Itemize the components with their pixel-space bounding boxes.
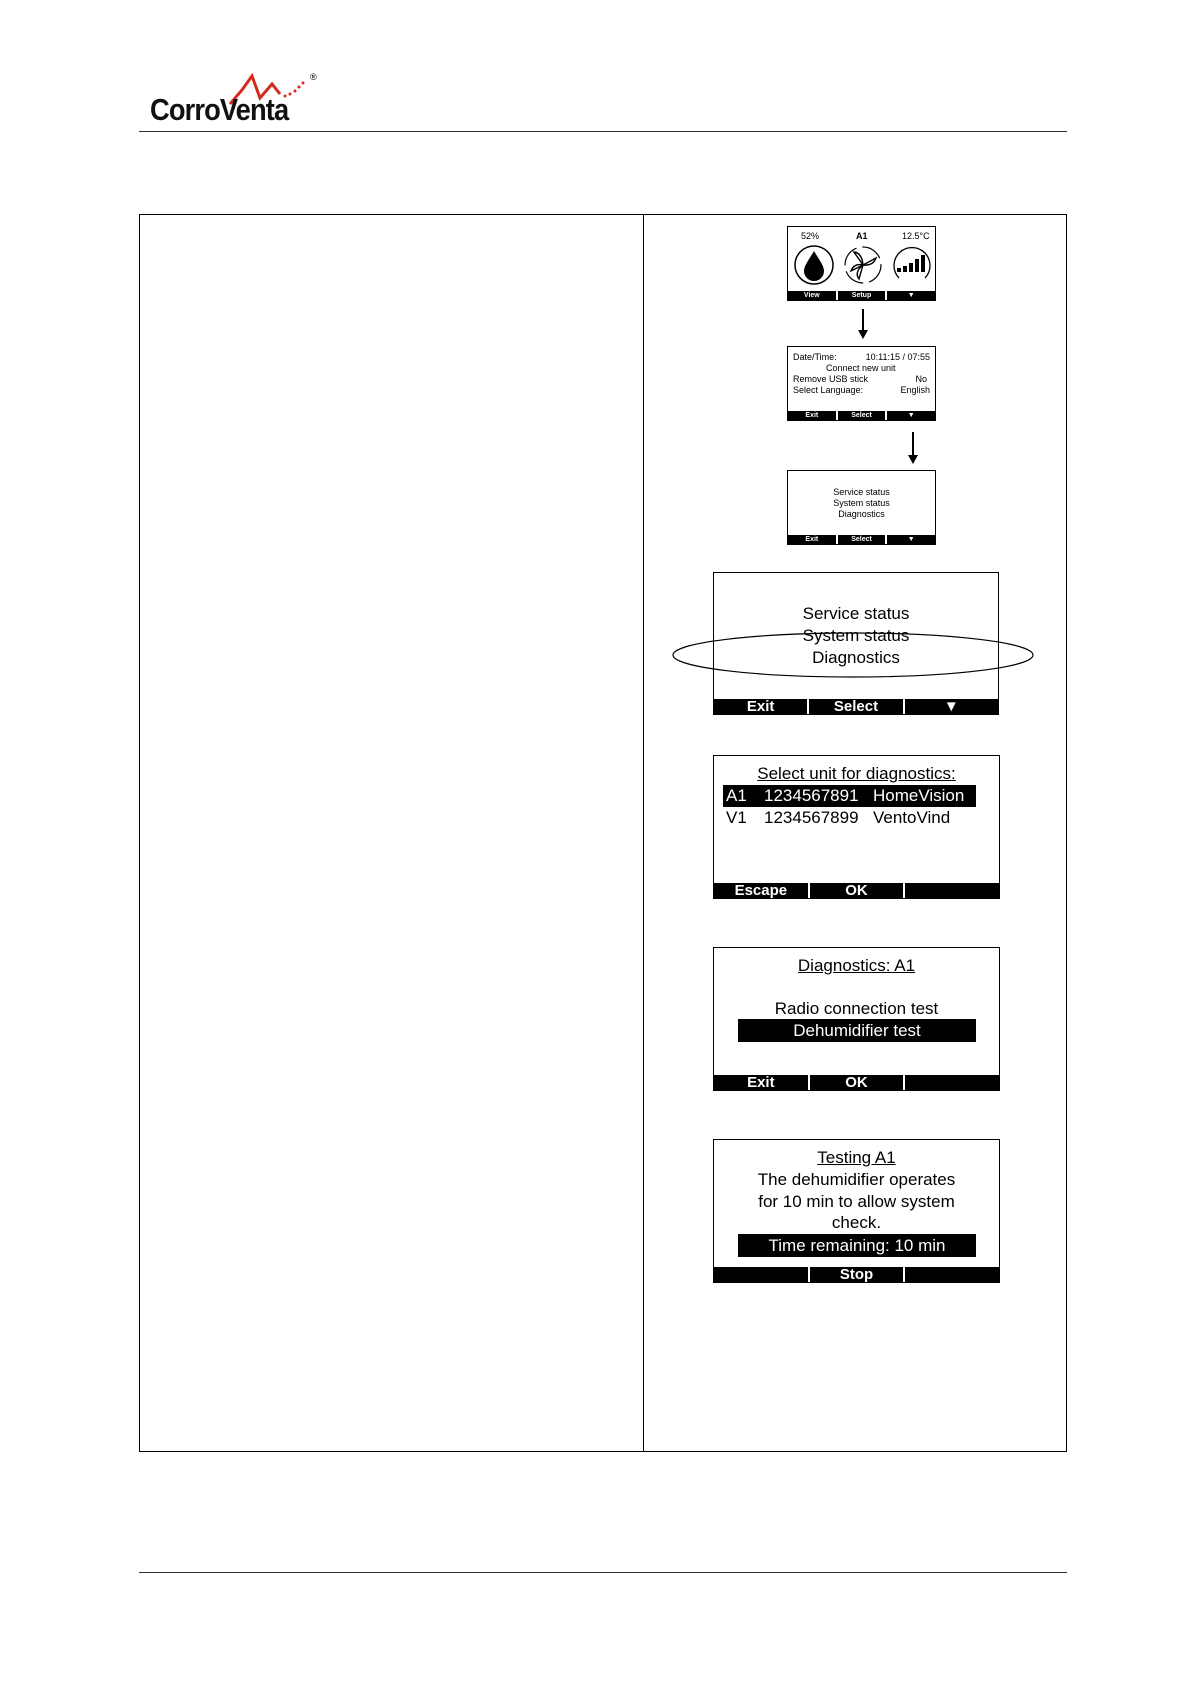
select-unit-title: Select unit for diagnostics: — [757, 764, 956, 783]
unit-id: A1 — [856, 231, 868, 241]
highlight-ellipse — [670, 630, 1036, 680]
menu-item: System status — [833, 498, 890, 508]
unit-serial: 1234567899 — [764, 808, 859, 827]
lcd-diagnostics — [713, 947, 1000, 1091]
header-rule — [139, 131, 1067, 132]
time-remaining: Time remaining: 10 min — [738, 1234, 976, 1257]
setup-row-value: 10:11:15 / 07:55 — [865, 352, 930, 362]
unit-row-selected[interactable] — [723, 785, 976, 807]
softkey-bar — [788, 411, 935, 420]
footer-rule — [139, 1572, 1067, 1573]
testing-message-line: for 10 min to allow system — [758, 1192, 955, 1211]
softkey-bar — [788, 291, 935, 300]
softkey-ok[interactable]: OK — [810, 1075, 906, 1090]
softkey-exit[interactable]: Exit — [714, 1075, 810, 1090]
setup-row-label: Select Language: — [793, 385, 864, 395]
softkey-bar — [788, 535, 935, 544]
menu-item: Service status — [833, 487, 890, 497]
humidity-value: 52% — [801, 231, 820, 241]
softkey-setup[interactable]: Setup — [838, 291, 888, 300]
softkey-ok[interactable]: OK — [810, 883, 906, 898]
setup-row-label: Connect new unit — [826, 363, 896, 373]
unit-id: A1 — [726, 786, 747, 805]
softkey-down[interactable]: ▼ — [907, 536, 915, 543]
menu-item: System status — [802, 626, 910, 645]
softkey-escape[interactable]: Escape — [714, 883, 810, 898]
registered-mark: ® — [310, 72, 317, 82]
menu-item: Service status — [802, 604, 910, 623]
menu-item-diagnostics[interactable]: Diagnostics — [812, 648, 900, 667]
diagnostics-title: Diagnostics: A1 — [797, 956, 916, 975]
humidity-drop-icon — [793, 244, 835, 286]
flow-arrow — [862, 309, 864, 331]
unit-serial: 1234567891 — [764, 786, 859, 805]
softkey-down[interactable]: ▼ — [907, 412, 915, 419]
corroventa-logo — [150, 68, 325, 130]
testing-message-line: check. — [831, 1213, 882, 1232]
softkey-exit[interactable]: Exit — [788, 411, 838, 420]
softkey-empty — [905, 883, 999, 898]
testing-message-line: The dehumidifier operates — [757, 1170, 956, 1189]
lcd-home-screen — [787, 226, 936, 301]
menu-item-radio-test[interactable]: Radio connection test — [774, 999, 939, 1018]
softkey-select[interactable]: Select — [809, 699, 904, 714]
unit-id: V1 — [726, 808, 747, 827]
unit-name: HomeVision — [873, 786, 965, 805]
column-divider — [643, 214, 644, 1452]
setup-row-label: Date/Time: — [793, 352, 837, 362]
softkey-empty — [714, 1267, 810, 1282]
softkey-view[interactable]: View — [788, 291, 838, 300]
softkey-bar — [714, 1267, 999, 1282]
arrow-down-icon — [908, 455, 918, 464]
lcd-service-menu-small — [787, 470, 936, 545]
softkey-empty — [905, 1267, 999, 1282]
fan-icon — [842, 244, 884, 286]
softkey-exit[interactable]: Exit — [714, 699, 809, 714]
softkey-bar — [714, 1075, 999, 1090]
softkey-stop[interactable]: Stop — [810, 1267, 906, 1282]
softkey-bar — [714, 699, 998, 714]
softkey-select[interactable]: Select — [838, 411, 888, 420]
signal-strength-icon — [891, 244, 933, 286]
softkey-down[interactable]: ▼ — [907, 292, 915, 299]
softkey-select[interactable]: Select — [838, 535, 888, 544]
unit-row[interactable] — [723, 807, 976, 829]
softkey-down[interactable]: ▼ — [943, 698, 959, 715]
unit-name: VentoVind — [873, 808, 951, 827]
softkey-bar — [714, 883, 999, 898]
flow-arrow — [912, 432, 914, 456]
menu-item: Diagnostics — [838, 509, 885, 519]
menu-item-dehumidifier-test[interactable]: Dehumidifier test — [738, 1019, 976, 1042]
setup-row-value: English — [900, 385, 930, 395]
setup-row-label: Remove USB stick — [793, 374, 869, 384]
lcd-select-unit — [713, 755, 1000, 899]
testing-title: Testing A1 — [817, 1148, 896, 1167]
brand-name: CorroVenta — [150, 92, 289, 127]
lcd-setup-screen — [787, 346, 936, 421]
temperature-value: 12.5°C — [902, 231, 930, 241]
arrow-down-icon — [858, 330, 868, 339]
setup-row-value: No — [915, 374, 927, 384]
softkey-empty — [905, 1075, 999, 1090]
softkey-exit[interactable]: Exit — [788, 535, 838, 544]
lcd-testing — [713, 1139, 1000, 1283]
